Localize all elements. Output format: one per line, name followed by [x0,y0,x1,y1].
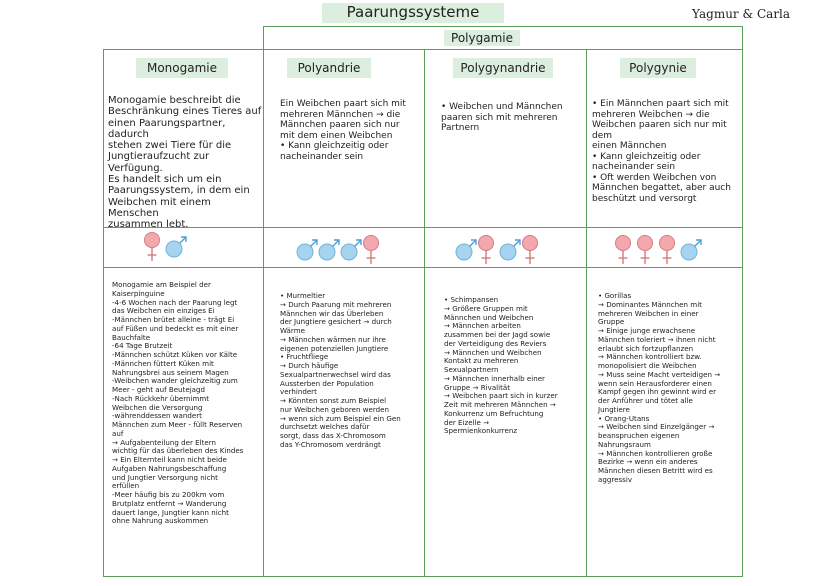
definition-polygynie: • Ein Männchen paart sich mit mehreren Weibchen → die Weibchen paaren sich nur mit dem einen Männchen • Kann gleichzeitig oder nacheinander sein • Oft werden Weibchen von Männchen begattet, aber auch beschützt und versorgt [592,99,731,204]
facts-polyandrie: • Murmeltier → Durch Paarung mit mehreren Männchen wir das Überleben der Jungtiere gesichert → durch Wärme → Männchen wärmen nur ihre eigenen potenziellen Jungtiere • Fruchtfliege → Durch häufige Sexualpartnerwechsel wird das Aussterben der Population verhindert → Könnten sonst zum Beispiel nur Weibchen geboren werden → wenn sich zum Beispiel ein Gen durchsetzt welches dafür sorgt, dass das X-Chromosom das Y-Chromosom verdrängt [280,291,401,449]
female-symbol-icon [638,236,653,265]
female-symbol-icon [616,236,631,265]
female-symbol-icon [364,236,379,265]
definition-monogamie: Monogamie beschreibt die Beschränkung eines Tieres auf einen Paarungspartner, dadurch stehen zwei Tiere für die Jungtieraufzucht zur Verfügung. Es handelt sich um ein Paarungssystem, in dem ein Weibchen mit einem Menschen zusammen lebt. [108,95,262,231]
heading-monogamie: Monogamie [136,58,228,78]
symbols-polygynandrie [455,234,555,268]
symbols-monogamie [143,231,223,265]
female-symbol-icon [145,233,160,262]
male-symbol-icon [297,240,317,260]
female-symbol-icon [523,236,538,265]
female-symbol-icon [479,236,494,265]
male-symbol-icon [456,240,476,260]
male-symbol-icon [319,240,339,260]
male-symbol-icon [681,240,701,260]
symbols-polygynie [614,234,712,268]
page-title: Paarungssysteme [322,3,504,23]
polygamy-label: Polygamie [444,30,520,46]
heading-polyandrie: Polyandrie [287,58,371,78]
female-symbol-icon [660,236,675,265]
male-symbol-icon [500,240,520,260]
male-symbol-icon [166,237,186,257]
symbols-polyandrie [296,234,384,268]
facts-polygynie: • Gorillas → Dominantes Männchen mit mehreren Weibchen in einer Gruppe → Einige junge erwachsene Männchen toleriert → ihnen nicht erlaubt sich fortzupflanzen → Männchen kontrolliert bzw. monopolisiert die Weibchen → Muss seine Macht verteidigen → wenn sein Herausforderer einen Kampf gegen ihn gewinnt wird er der Anführer und tötet alle Jungtiere • Orang-Utans → Weibchen sind Einzelgänger → beanspruchen eigenen Nahrungsraum → Männchen kontrollieren große Bezirke → wenn ein anderes Männchen diesen Betritt wird es aggressiv [598,291,721,484]
authors: Yagmur & Carla [692,7,791,21]
heading-polygynie: Polygynie [620,58,696,78]
definition-polyandrie: Ein Weibchen paart sich mit mehreren Männchen → die Männchen paaren sich nur mit dem einen Weibchen • Kann gleichzeitig oder nacheinander sein [280,99,406,162]
definition-polygynandrie: • Weibchen und Männchen paaren sich mit mehreren Partnern [441,102,563,133]
heading-polygynandrie: Polygynandrie [453,58,553,78]
facts-polygynandrie: • Schimpansen → Größere Gruppen mit Männchen und Weibchen → Männchen arbeiten zusammen bei der Jagd sowie der Verteidigung des Reviers → Männchen und Weibchen Kontakt zu mehreren Sexualpartnern → Männchen innerhalb einer Gruppe → Rivalität → Weibchen paart sich in kurzer Zeit mit mehreren Männchen → Konkurrenz um Befruchtung der Eizelle → Spermienkonkurrenz [444,295,558,436]
male-symbol-icon [341,240,361,260]
facts-monogamie: Monogamie am Beispiel der Kaiserpinguine -4-6 Wochen nach der Paarung legt das Weibchen ein einziges Ei -Männchen brütet alleine - trägt Ei auf Füßen und bedeckt es mit einer Bauchfalte -64 Tage Brutzeit -Männchen schützt Küken vor Kälte -Männchen füttert Küken mit Nahrungsbrei aus seinem Magen -Weibchen wander gleichzeitig zum Meer - geht auf Beutejagd -Nach Rückkehr übernimmt Weibchen die Versorgung -währenddessen wandert Männchen zum Meer - füllt Reserven auf → Aufgabenteilung der Eltern wichtig für das überleben des Kindes → Ein Elternteil kann nicht beide Aufgaben Nahrungsbeschaffung und Jungtier Versorgung nicht erfüllen -Meer häufig bis zu 200km vom Brutplatz entfernt → Wanderung dauert lange, Jungtier kann nicht ohne Nahrung auskommen [112,280,244,526]
